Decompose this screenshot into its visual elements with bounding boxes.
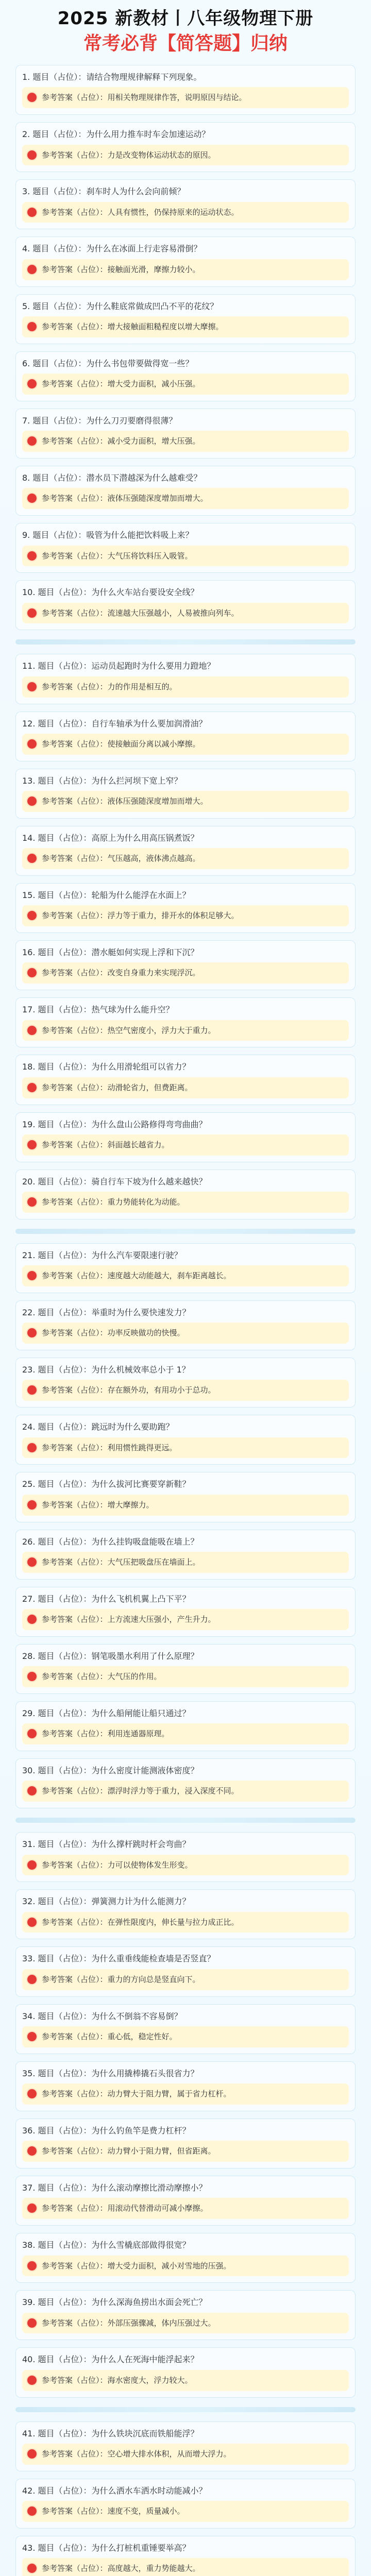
qa-item — [15, 769, 356, 819]
qa-item — [15, 2233, 356, 2283]
qa-item — [15, 883, 356, 933]
answer-box — [22, 1323, 349, 1344]
answer-text: 参考答案（占位）：功率反映做功的快慢。 — [42, 1328, 185, 1338]
question-text: 20. 题目（占位）：骑自行车下坡为什么越来越快？ — [22, 1176, 207, 1187]
answer-box — [22, 87, 349, 108]
answer-box — [22, 145, 349, 166]
answer-box — [22, 1781, 349, 1802]
answer-box — [22, 2558, 349, 2576]
answer-bullet-icon — [27, 608, 37, 618]
answer-bullet-icon — [27, 2146, 37, 2156]
answer-box — [22, 848, 349, 869]
answer-text: 参考答案（占位）：大气压把吸盘压在墙面上。 — [42, 1557, 200, 1567]
question-text: 27. 题目（占位）：为什么飞机机翼上凸下平？ — [22, 1594, 191, 1604]
question-text: 37. 题目（占位）：为什么滚动摩擦比滑动摩擦小？ — [22, 2183, 207, 2193]
qa-item — [15, 1946, 356, 1996]
answer-box — [22, 791, 349, 812]
qa-item — [15, 179, 356, 229]
qa-item — [15, 1358, 356, 1408]
question-text: 14. 题目（占位）：高原上为什么用高压锅煮饭？ — [22, 833, 199, 843]
question-text: 21. 题目（占位）：为什么汽车要限速行驶？ — [22, 1250, 182, 1260]
answer-text: 参考答案（占位）：漂浮时浮力等于重力，浸入深度不同。 — [42, 1786, 239, 1796]
answer-box — [22, 1495, 349, 1516]
answer-bullet-icon — [27, 2506, 37, 2516]
answer-bullet-icon — [27, 379, 37, 388]
answer-text: 参考答案（占位）：改变自身重力来实现浮沉。 — [42, 968, 200, 978]
question-text: 10. 题目（占位）：为什么火车站台要设安全线？ — [22, 587, 199, 598]
answer-box — [22, 1192, 349, 1213]
answer-box — [22, 2313, 349, 2334]
qa-item — [15, 236, 356, 286]
answer-box — [22, 1609, 349, 1630]
question-text: 42. 题目（占位）：为什么洒水车洒水时动能减小？ — [22, 2485, 207, 2496]
qa-item — [15, 1701, 356, 1751]
answer-text: 参考答案（占位）：接触面光滑，摩擦力较小。 — [42, 264, 200, 274]
answer-text: 参考答案（占位）：海水密度大，浮力较大。 — [42, 2375, 193, 2385]
question-text: 38. 题目（占位）：为什么雪橇底部做得很宽？ — [22, 2240, 191, 2250]
answer-bullet-icon — [27, 1672, 37, 1681]
answer-box — [22, 2444, 349, 2465]
answer-box — [22, 905, 349, 926]
qa-content — [15, 61, 356, 2576]
question-text: 5. 题目（占位）：为什么鞋底常做成凹凸不平的花纹？ — [22, 301, 218, 311]
qa-item — [15, 2004, 356, 2054]
answer-bullet-icon — [27, 739, 37, 749]
answer-box — [22, 2198, 349, 2219]
question-text: 22. 题目（占位）：举重时为什么要快速发力？ — [22, 1307, 191, 1317]
answer-text: 参考答案（占位）：大气压将饮料压入吸管。 — [42, 551, 193, 561]
question-text: 32. 题目（占位）：弹簧测力计为什么能测力？ — [22, 1896, 191, 1907]
answer-box — [22, 1723, 349, 1744]
answer-box — [22, 259, 349, 280]
question-text: 6. 题目（占位）：为什么书包带要做得宽一些？ — [22, 358, 194, 368]
answer-box — [22, 1666, 349, 1687]
answer-text: 参考答案（占位）：减小受力面积，增大压强。 — [42, 436, 200, 446]
answer-box — [22, 2141, 349, 2162]
answer-text: 参考答案（占位）：斜面越长越省力。 — [42, 1140, 170, 1149]
answer-text: 参考答案（占位）：利用连通器原理。 — [42, 1729, 170, 1739]
answer-box — [22, 2370, 349, 2391]
answer-text: 参考答案（占位）：增大摩擦力。 — [42, 1500, 154, 1510]
qa-item — [15, 1415, 356, 1465]
answer-box — [22, 202, 349, 223]
answer-bullet-icon — [27, 1328, 37, 1337]
answer-bullet-icon — [27, 2032, 37, 2041]
qa-item — [15, 2061, 356, 2111]
qa-item — [15, 1170, 356, 1219]
answer-bullet-icon — [27, 494, 37, 503]
answer-box — [22, 2256, 349, 2277]
answer-bullet-icon — [27, 1615, 37, 1624]
answer-text: 参考答案（占位）：热空气密度小，浮力大于重力。 — [42, 1025, 216, 1035]
answer-text: 参考答案（占位）：气压越高，液体沸点越高。 — [42, 854, 200, 863]
page-title: 2025 新教材丨八年级物理下册 — [57, 8, 314, 29]
qa-item — [15, 1587, 356, 1637]
answer-box — [22, 1265, 349, 1286]
question-text: 3. 题目（占位）：刹车时人为什么会向前倾？ — [22, 187, 185, 197]
answer-box — [22, 676, 349, 698]
answer-box — [22, 1552, 349, 1573]
answer-bullet-icon — [27, 796, 37, 806]
question-text: 4. 题目（占位）：为什么在冰面上行走容易滑倒？ — [22, 244, 202, 254]
answer-bullet-icon — [27, 968, 37, 977]
qa-item — [15, 1243, 356, 1293]
answer-bullet-icon — [27, 436, 37, 446]
answer-text: 参考答案（占位）：流速越大压强越小，人易被推向列车。 — [42, 608, 239, 618]
answer-bullet-icon — [27, 1443, 37, 1452]
answer-text: 参考答案（占位）：重力势能转化为动能。 — [42, 1197, 185, 1207]
answer-text: 参考答案（占位）：动力臂大于阻力臂，属于省力杠杆。 — [42, 2089, 231, 2099]
qa-item — [15, 1055, 356, 1105]
qa-item — [15, 654, 356, 704]
qa-item — [15, 1644, 356, 1694]
answer-bullet-icon — [27, 1385, 37, 1395]
answer-box — [22, 431, 349, 452]
section-divider — [15, 1229, 356, 1234]
qa-item — [15, 2176, 356, 2226]
answer-text: 参考答案（占位）：液体压强随深度增加而增大。 — [42, 796, 208, 806]
qa-item — [15, 1472, 356, 1522]
qa-item — [15, 1832, 356, 1882]
answer-box — [22, 1077, 349, 1098]
question-text: 41. 题目（占位）：为什么铁块沉底而铁船能浮？ — [22, 2428, 199, 2438]
qa-item — [15, 351, 356, 401]
answer-text: 参考答案（占位）：增大受力面积，减小对雪地的压强。 — [42, 2261, 231, 2270]
answer-box — [22, 1855, 349, 1876]
qa-item — [15, 466, 356, 516]
page-subtitle: 常考必背【简答题】归纳 — [83, 32, 288, 54]
section-divider — [15, 2407, 356, 2412]
question-text: 2. 题目（占位）：为什么用力推车时车会加速运动？ — [22, 129, 210, 140]
answer-bullet-icon — [27, 1975, 37, 1984]
answer-bullet-icon — [27, 2204, 37, 2213]
qa-item — [15, 409, 356, 459]
answer-box — [22, 1969, 349, 1990]
question-text: 36. 题目（占位）：为什么钓鱼竿是费力杠杆？ — [22, 2125, 191, 2136]
answer-text: 参考答案（占位）：动力臂小于阻力臂，但省距离。 — [42, 2146, 216, 2156]
question-text: 35. 题目（占位）：为什么用撬棒撬石头很省力？ — [22, 2068, 199, 2078]
question-text: 28. 题目（占位）：钢笔吸墨水利用了什么原理？ — [22, 1651, 199, 1661]
answer-text: 参考答案（占位）：用滚动代替滑动可减小摩擦。 — [42, 2204, 208, 2213]
qa-item — [15, 1889, 356, 1939]
question-text: 8. 题目（占位）：潜水员下潜越深为什么越难受？ — [22, 472, 202, 483]
answer-box — [22, 2083, 349, 2105]
answer-box — [22, 316, 349, 337]
question-text: 26. 题目（占位）：为什么挂钩吸盘能吸在墙上？ — [22, 1536, 199, 1547]
answer-bullet-icon — [27, 1140, 37, 1149]
answer-bullet-icon — [27, 1083, 37, 1092]
answer-text: 参考答案（占位）：力可以使物体发生形变。 — [42, 1860, 193, 1870]
qa-item — [15, 580, 356, 630]
answer-box — [22, 1134, 349, 1156]
qa-item — [15, 1300, 356, 1350]
answer-text: 参考答案（占位）：高度越大，重力势能越大。 — [42, 2564, 200, 2573]
answer-box — [22, 546, 349, 567]
qa-item — [15, 65, 356, 115]
question-text: 12. 题目（占位）：自行车轴承为什么要加润滑油？ — [22, 718, 207, 728]
answer-bullet-icon — [27, 322, 37, 331]
answer-text: 参考答案（占位）：使接触面分离以减小摩擦。 — [42, 739, 200, 749]
answer-bullet-icon — [27, 1500, 37, 1510]
answer-text: 参考答案（占位）：力的作用是相互的。 — [42, 682, 177, 691]
answer-bullet-icon — [27, 1271, 37, 1280]
question-text: 30. 题目（占位）：为什么密度计能测液体密度？ — [22, 1766, 199, 1776]
answer-bullet-icon — [27, 208, 37, 217]
section-divider — [15, 1818, 356, 1823]
answer-bullet-icon — [27, 2564, 37, 2573]
answer-bullet-icon — [27, 1026, 37, 1035]
question-text: 29. 题目（占位）：为什么船闸能让船只通过？ — [22, 1708, 191, 1718]
qa-item — [15, 1758, 356, 1808]
qa-item — [15, 940, 356, 990]
qa-item — [15, 1112, 356, 1162]
answer-box — [22, 2501, 349, 2522]
qa-item — [15, 2479, 356, 2529]
question-text: 11. 题目（占位）：运动员起跑时为什么要用力蹬地？ — [22, 661, 215, 671]
answer-box — [22, 1380, 349, 1401]
qa-item — [15, 2347, 356, 2397]
answer-bullet-icon — [27, 911, 37, 920]
section-divider — [15, 639, 356, 645]
answer-box — [22, 488, 349, 509]
answer-box — [22, 1020, 349, 1041]
answer-text: 参考答案（占位）：增大接触面粗糙程度以增大摩擦。 — [42, 321, 224, 331]
answer-bullet-icon — [27, 1918, 37, 1927]
question-text: 31. 题目（占位）：为什么撑杆跳时杆会弯曲？ — [22, 1839, 191, 1850]
qa-item — [15, 2421, 356, 2471]
answer-box — [22, 1912, 349, 1933]
answer-bullet-icon — [27, 265, 37, 274]
answer-text: 参考答案（占位）：动滑轮省力，但费距离。 — [42, 1082, 193, 1092]
question-text: 33. 题目（占位）：为什么重垂线能检查墙是否竖直？ — [22, 1954, 215, 1964]
answer-bullet-icon — [27, 2318, 37, 2328]
question-text: 9. 题目（占位）：吸管为什么能把饮料吸上来？ — [22, 530, 194, 540]
answer-box — [22, 962, 349, 984]
question-text: 19. 题目（占位）：为什么盘山公路修得弯弯曲曲？ — [22, 1119, 207, 1129]
qa-item — [15, 122, 356, 172]
qa-item — [15, 2290, 356, 2340]
answer-text: 参考答案（占位）：增大受力面积，减小压强。 — [42, 379, 200, 389]
answer-text: 参考答案（占位）：力是改变物体运动状态的原因。 — [42, 150, 216, 160]
answer-box — [22, 1437, 349, 1459]
qa-item — [15, 826, 356, 876]
answer-text: 参考答案（占位）：重心低，稳定性好。 — [42, 2032, 177, 2042]
answer-bullet-icon — [27, 1197, 37, 1207]
answer-text: 参考答案（占位）：空心增大排水体积，从而增大浮力。 — [42, 2449, 231, 2459]
question-text: 39. 题目（占位）：为什么深海鱼捞出水面会死亡？ — [22, 2297, 207, 2308]
answer-box — [22, 2026, 349, 2047]
question-text: 7. 题目（占位）：为什么刀刃要磨得很薄？ — [22, 415, 177, 426]
question-text: 23. 题目（占位）：为什么机械效率总小于 1？ — [22, 1365, 190, 1375]
answer-box — [22, 603, 349, 624]
answer-box — [22, 374, 349, 395]
answer-text: 参考答案（占位）：速度越大动能越大，刹车距离越长。 — [42, 1271, 231, 1281]
answer-text: 参考答案（占位）：浮力等于重力，排开水的体积足够大。 — [42, 911, 239, 921]
question-text: 40. 题目（占位）：为什么人在死海中能浮起来？ — [22, 2354, 199, 2365]
answer-box — [22, 734, 349, 755]
answer-bullet-icon — [27, 1557, 37, 1567]
question-text: 1. 题目（占位）：请结合物理规律解释下列现象。 — [22, 72, 202, 82]
answer-text: 参考答案（占位）：利用惯性跳得更远。 — [42, 1443, 177, 1452]
answer-text: 参考答案（占位）：速度不变，质量减小。 — [42, 2506, 185, 2516]
qa-item — [15, 2119, 356, 2168]
question-text: 25. 题目（占位）：为什么拔河比赛要穿新鞋？ — [22, 1479, 191, 1489]
qa-item — [15, 711, 356, 761]
answer-bullet-icon — [27, 150, 37, 160]
answer-text: 参考答案（占位）：外部压强骤减，体内压强过大。 — [42, 2318, 216, 2328]
answer-bullet-icon — [27, 93, 37, 102]
question-text: 15. 题目（占位）：轮船为什么能浮在水面上？ — [22, 890, 191, 900]
qa-item — [15, 294, 356, 344]
answer-text: 参考答案（占位）：大气压的作用。 — [42, 1672, 162, 1682]
answer-text: 参考答案（占位）：存在额外功，有用功小于总功。 — [42, 1385, 216, 1395]
question-text: 13. 题目（占位）：为什么拦河坝下宽上窄？ — [22, 775, 182, 786]
answer-text: 参考答案（占位）：人具有惯性，仍保持原来的运动状态。 — [42, 207, 239, 217]
question-text: 34. 题目（占位）：为什么不倒翁不容易倒？ — [22, 2011, 182, 2021]
answer-text: 参考答案（占位）：上方流速大压强小，产生升力。 — [42, 1615, 216, 1624]
answer-bullet-icon — [27, 1786, 37, 1795]
answer-bullet-icon — [27, 682, 37, 691]
qa-item — [15, 523, 356, 573]
qa-item — [15, 1530, 356, 1580]
qa-item — [15, 997, 356, 1047]
header — [15, 0, 356, 61]
answer-bullet-icon — [27, 2376, 37, 2385]
answer-text: 参考答案（占位）：液体压强随深度增加而增大。 — [42, 494, 208, 503]
answer-text: 参考答案（占位）：在弹性限度内，伸长量与拉力成正比。 — [42, 1917, 239, 1927]
question-text: 17. 题目（占位）：热气球为什么能升空？ — [22, 1005, 174, 1015]
answer-bullet-icon — [27, 1729, 37, 1738]
answer-bullet-icon — [27, 2261, 37, 2270]
answer-bullet-icon — [27, 1860, 37, 1870]
answer-text: 参考答案（占位）：重力的方向总是竖直向下。 — [42, 1974, 200, 1984]
answer-bullet-icon — [27, 854, 37, 863]
question-text: 16. 题目（占位）：潜水艇如何实现上浮和下沉？ — [22, 947, 199, 958]
question-text: 43. 题目（占位）：为什么打桩机重锤要举高？ — [22, 2543, 191, 2553]
question-text: 18. 题目（占位）：为什么用滑轮组可以省力？ — [22, 1062, 191, 1072]
question-text: 24. 题目（占位）：跳远时为什么要助跑？ — [22, 1422, 174, 1432]
answer-bullet-icon — [27, 551, 37, 561]
answer-text: 参考答案（占位）：用相关物理规律作答，说明原因与结论。 — [42, 93, 247, 103]
answer-bullet-icon — [27, 2089, 37, 2098]
qa-item — [15, 2536, 356, 2576]
answer-bullet-icon — [27, 2449, 37, 2459]
